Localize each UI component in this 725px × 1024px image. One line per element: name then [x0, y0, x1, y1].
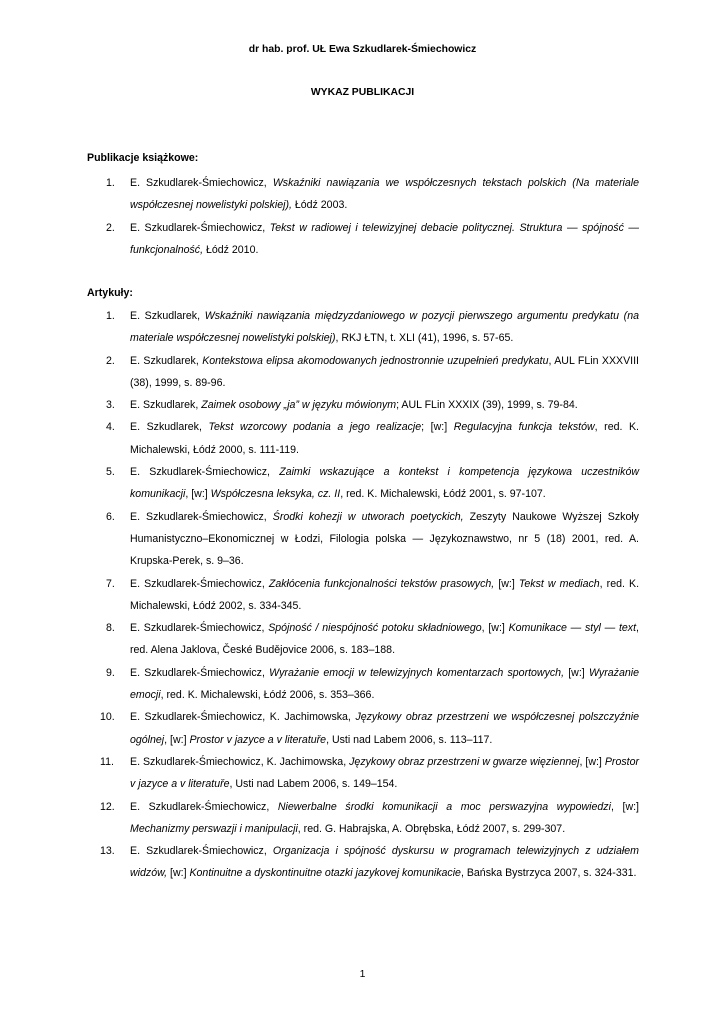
- articles-list: [87, 305, 639, 885]
- item-text: E. Szkudlarek-Śmiechowicz,: [130, 845, 273, 858]
- article-item: [87, 394, 639, 416]
- item-source-title: Mechanizmy perswazji i manipulacji: [130, 822, 298, 835]
- item-text: , red. K. Michalewski, Łódź 2000, s. 111-119.: [130, 421, 640, 456]
- article-item: [87, 796, 639, 841]
- item-number: 1.: [106, 177, 115, 189]
- item-number: 6.: [106, 510, 115, 523]
- item-text: ; [w:]: [421, 421, 454, 434]
- articles-heading: Artykuły:: [87, 287, 133, 299]
- item-text: , red. K. Michalewski, Łódź 2001, s. 97-107.: [340, 488, 546, 501]
- item-text: [w:]: [494, 577, 519, 590]
- item-text: Zeszyty Naukowe Wyższej Szkoły Humanistyczno–Ekonomicznej w Łodzi, Filologia polska — Językoznawstwo, nr 5 (18) 2001, red. A. Krupska-Perek, s. 9–36.: [130, 510, 639, 568]
- item-text: E. Szkudlarek,: [130, 310, 205, 322]
- item-title: Tekst wzorcowy podania a jego realizacje: [208, 421, 422, 434]
- article-item: [87, 617, 639, 662]
- books-list: [87, 172, 639, 261]
- article-item: [87, 573, 639, 618]
- item-source-title: Tekst w mediach: [518, 577, 600, 590]
- item-title: Zaimki wskazujące a kontekst i kompetencja językowa uczestników komunikacji: [130, 466, 639, 501]
- item-source-title: Wyrażanie emocji: [130, 666, 639, 702]
- item-text: , red. Alena Jaklova, České Budějovice 2006, s. 183–188.: [130, 622, 639, 657]
- item-title: Wyrażanie emocji w telewizyjnych komentarzach sportowych,: [269, 666, 565, 679]
- item-text: E. Szkudlarek-Śmiechowicz,: [130, 577, 269, 590]
- item-text: Łódź 2010.: [203, 243, 259, 256]
- item-title: Spójność / niespójność potoku składniowego: [268, 622, 482, 635]
- item-text: , red. K. Michalewski, Łódź 2006, s. 353–366.: [160, 689, 375, 702]
- item-number: 2.: [106, 354, 115, 367]
- article-item: [87, 461, 639, 506]
- item-number: 7.: [106, 577, 115, 590]
- item-text: , [w:]: [610, 800, 639, 813]
- item-title: Zaimek osobowy „ja” w języku mówionym: [201, 399, 397, 412]
- article-item: [87, 506, 639, 573]
- item-title: Środki kohezji w utworach poetyckich,: [272, 510, 464, 523]
- item-title: Niewerbalne środki komunikacji a moc perswazyjna wypowiedzi: [277, 800, 611, 813]
- book-item: [87, 217, 639, 262]
- item-text: [w:]: [564, 666, 589, 679]
- item-text: Łódź 2003.: [291, 199, 348, 212]
- article-item: [87, 840, 639, 885]
- item-text: E. Szkudlarek,: [130, 399, 202, 412]
- item-source-title: Prostor v jazyce a v literatuře: [189, 733, 327, 746]
- item-number: 10.: [100, 711, 115, 724]
- item-text: , [w:]: [185, 488, 211, 501]
- item-text: , [w:]: [164, 733, 190, 746]
- books-heading: Publikacje książkowe:: [87, 152, 199, 164]
- item-number: 2.: [106, 221, 115, 234]
- item-text: , AUL FLin XXXVIII (38), 1999, s. 89-96.: [130, 354, 639, 389]
- item-text: , RKJ ŁTN, t. XLI (41), 1996, s. 57-65.: [335, 332, 514, 345]
- item-number: 4.: [106, 421, 115, 434]
- article-item: [87, 305, 639, 350]
- article-item: [87, 416, 639, 461]
- item-source-title: Współczesna leksyka, cz. II: [210, 488, 341, 501]
- item-text: , [w:]: [579, 755, 605, 768]
- item-text: ; AUL FLin XXXIX (39), 1999, s. 79-84.: [396, 399, 578, 412]
- item-text: , [w:]: [481, 622, 509, 635]
- item-text: E. Szkudlarek-Śmiechowicz,: [130, 177, 273, 189]
- item-title: Wskaźniki nawiązania międzyzdaniowego w pozycji pierwszego argumentu predykatu (na materiale współczesnej nowelistyki polskiej): [130, 310, 639, 345]
- article-item: [87, 751, 639, 796]
- item-text: E. Szkudlarek-Śmiechowicz,: [130, 510, 273, 523]
- item-source-title: Prostor v jazyce a v literatuře: [130, 755, 640, 791]
- article-item: [87, 662, 639, 707]
- item-title: Zakłócenia funkcjonalności tekstów prasowych,: [268, 577, 495, 590]
- item-text: E. Szkudlarek-Śmiechowicz, K. Jachimowska,: [130, 711, 356, 724]
- item-text: E. Szkudlarek-Śmiechowicz, K. Jachimowska,: [130, 755, 350, 768]
- item-title: Językowy obraz przestrzeni w gwarze więziennej: [349, 755, 580, 768]
- article-item: [87, 706, 639, 751]
- document-title: WYKAZ PUBLIKACJI: [310, 87, 415, 98]
- item-number: 9.: [106, 666, 115, 679]
- item-text: [w:]: [167, 867, 190, 880]
- item-text: , red. G. Habrajska, A. Obrębska, Łódź 2007, s. 299-307.: [297, 822, 566, 835]
- item-text: , Bańska Bystrzyca 2007, s. 324-331.: [460, 867, 637, 880]
- item-text: E. Szkudlarek-Śmiechowicz,: [130, 800, 278, 813]
- author-header: dr hab. prof. UŁ Ewa Szkudlarek-Śmiechowicz: [248, 44, 477, 55]
- item-text: E. Szkudlarek-Śmiechowicz,: [130, 221, 270, 234]
- item-text: , Usti nad Labem 2006, s. 113–117.: [326, 733, 493, 746]
- item-number: 1.: [106, 310, 115, 322]
- item-text: , Usti nad Labem 2006, s. 149–154.: [229, 778, 398, 791]
- item-number: 11.: [100, 755, 114, 768]
- item-text: E. Szkudlarek,: [130, 421, 209, 434]
- item-source-title: Komunikace — styl — text: [508, 622, 637, 635]
- item-number: 13.: [100, 845, 115, 858]
- item-source-title: Regulacyjna funkcja tekstów: [453, 421, 595, 434]
- item-title: Językowy obraz przestrzeni we współczesnej polszczyźnie ogólnej: [130, 711, 640, 746]
- item-text: E. Szkudlarek-Śmiechowicz,: [130, 666, 270, 679]
- item-number: 8.: [106, 622, 115, 635]
- item-title: Tekst w radiowej i telewizyjnej debacie politycznej. Struktura — spójność — funkcjonalność,: [130, 221, 639, 256]
- item-text: E. Szkudlarek-Śmiechowicz,: [130, 622, 269, 635]
- article-item: [87, 350, 639, 395]
- item-number: 12.: [100, 800, 115, 813]
- item-text: E. Szkudlarek,: [130, 354, 203, 367]
- page-number: 1: [359, 969, 366, 980]
- item-source-title: Kontinuitne a dyskontinuitne otazki jazykovej komunikacie: [189, 867, 461, 880]
- book-item: [87, 172, 639, 217]
- item-text: E. Szkudlarek-Śmiechowicz,: [130, 466, 280, 479]
- item-title: Wskaźniki nawiązania we współczesnych tekstach polskich (Na materiale współczesnej nowelistyki polskiej),: [130, 177, 640, 212]
- item-title: Kontekstowa elipsa akomodowanych jednostronnie uzupełnień predykatu: [202, 354, 549, 367]
- item-title: Organizacja i spójność dyskursu w programach telewizyjnych z udziałem widzów,: [130, 845, 639, 880]
- item-number: 3.: [106, 399, 115, 412]
- item-text: , red. K. Michalewski, Łódź 2002, s. 334-345.: [130, 577, 640, 612]
- item-number: 5.: [106, 466, 115, 479]
